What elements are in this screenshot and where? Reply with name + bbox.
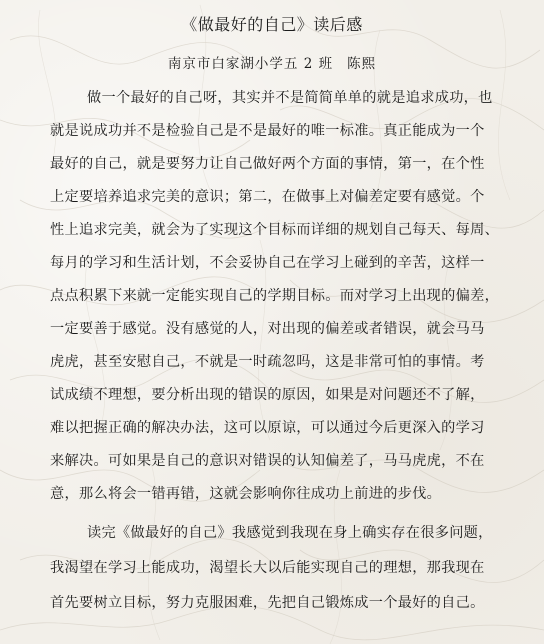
body-line: 来解决。可如果是自己的意识对错误的认知偏差了，马马虎虎，不在	[50, 453, 485, 469]
body-line: 做一个最好的自己呀，其实并不是简简单单的就是追求成功，也	[87, 90, 493, 106]
body-line: 难以把握正确的解决办法，这可以原谅，可以通过今后更深入的学习	[50, 420, 485, 436]
body-line: 上定要培养追求完美的意识；第二，在做事上对偏差定要有感觉。个	[50, 189, 485, 205]
essay-title: 《做最好的自己》读后感	[181, 15, 363, 34]
body-line: 意，那么将会一错再错，这就会影响你往成功上前进的步伐。	[50, 486, 442, 502]
body-line: 每月的学习和生活计划，不会妥协自己在学习上碰到的辛苦，这样一	[50, 255, 485, 271]
body-line: 点点积累下来就一定能实现自己的学期目标。而对学习上出现的偏差，	[50, 288, 500, 304]
body-line: 最好的自己，就是要努力让自己做好两个方面的事情，第一，在个性	[50, 156, 485, 172]
body-line: 我渴望在学习上能成功，渴望长大以后能实现自己的理想，那我现在	[50, 560, 485, 576]
school-class: 南京市白家湖小学五 2 班	[167, 56, 334, 72]
body-line: 虎虎，甚至安慰自己，不就是一时疏忽吗，这是非常可怕的事情。考	[50, 354, 485, 370]
byline	[0, 52, 544, 72]
body-line: 一定要善于感觉。没有感觉的人，对出现的偏差或者错误，就会马马	[50, 321, 485, 337]
body-line: 性上追求完美，就会为了实现这个目标而详细的规划自己每天、每周、	[50, 222, 500, 238]
author-name: 陈熙	[347, 56, 377, 72]
body-line: 试成绩不理想，要分析出现的错误的原因，如果是对问题还不了解，	[50, 387, 485, 403]
body-line: 读完《做最好的自己》我感觉到我现在身上确实存在很多问题，	[87, 525, 493, 541]
body-line: 首先要树立目标，努力克服困难，先把自己锻炼成一个最好的自己。	[50, 595, 485, 611]
body-line: 就是说成功并不是检验自己是不是最好的唯一标准。真正能成为一个	[50, 123, 485, 139]
